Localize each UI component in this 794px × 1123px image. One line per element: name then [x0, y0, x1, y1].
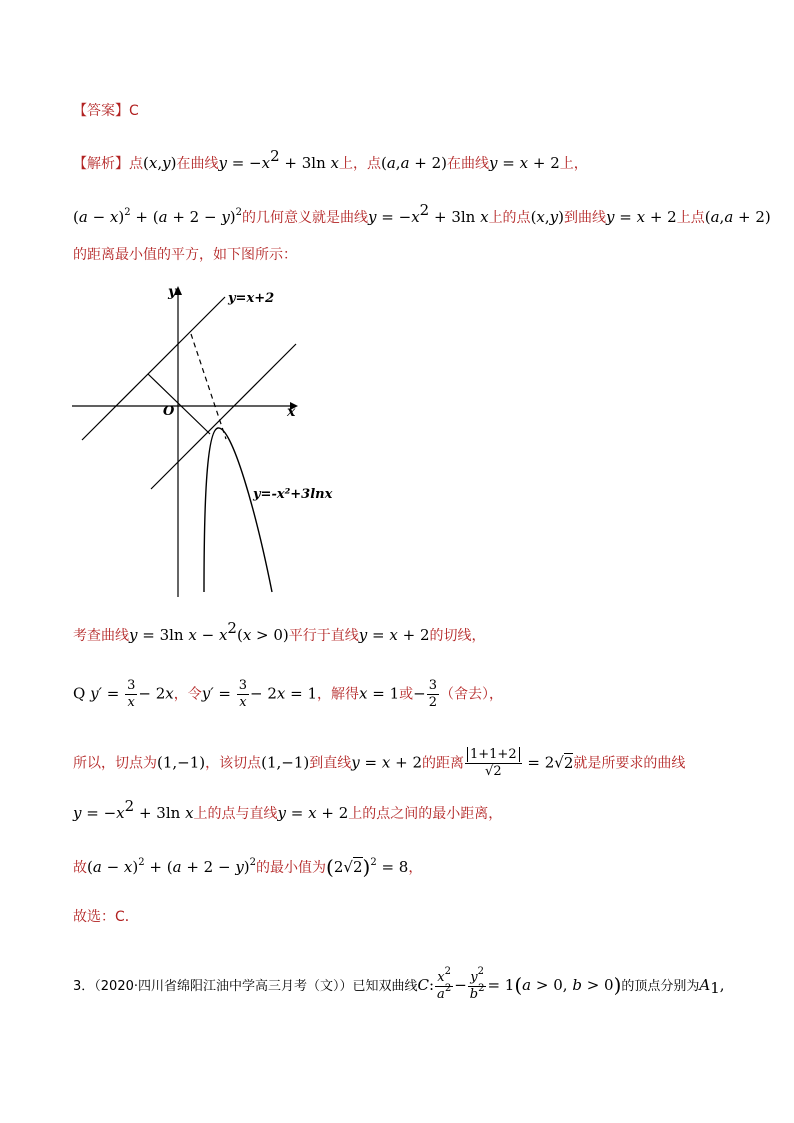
- y-axis-label: y: [168, 284, 177, 300]
- text-frag: 的最小值为: [256, 860, 327, 876]
- text-frag: 点: [129, 156, 143, 172]
- answer-line: [73, 101, 139, 121]
- curve-parabola: [204, 428, 272, 592]
- step-6: [73, 907, 139, 927]
- text-frag: 故: [73, 860, 87, 876]
- text-frag: （舍去），: [440, 686, 503, 703]
- origin-label: O: [163, 404, 175, 419]
- text-frag: ，解得: [317, 686, 360, 703]
- math-line: y: [489, 154, 498, 172]
- x-axis-label: x: [287, 404, 296, 420]
- text-frag: 的距离: [422, 755, 464, 772]
- step-2: Q y′ = $\frac{3}{x}$ − 2x，令y′ = $\frac{3}{x}$ − 2x = 1，解得x = 1或− $\frac{3}{2}$ （舍去），: [73, 678, 503, 710]
- step-3: 所以，切点为(1,−1)，该切点(1,−1)到直线y = x + 2的距离 $\frac{1+1+2}{√2}$ = 2√2就是所要求的曲线: [73, 747, 686, 779]
- next-problem: 3．（2020·四川省绵阳江油中学高三月考（文））已知双曲线C: $\frac{x^2}{a^2}$ − $\frac{y^2}{b^2}$ = 1(a > 0, b > 0)的顶点分别为$A_1$,: [73, 966, 725, 1002]
- line-label: y=x+2: [228, 291, 275, 306]
- text-frag: 就是所要求的曲线: [573, 755, 686, 772]
- analysis-line-1: 【解析】点(x,y)在曲线$y = -x^2 + 3\ln$ x上，点(a,a + 2)在曲线y = x + 2上，: [73, 147, 588, 172]
- text-frag: 或: [399, 686, 414, 703]
- text-frag: ，: [408, 860, 423, 876]
- text-frag: 上，点: [338, 156, 381, 172]
- text-frag: 故选：C．: [73, 909, 139, 925]
- text-frag: 的几何意义就是曲线: [242, 210, 369, 226]
- text-frag: 考查曲线: [73, 628, 129, 644]
- text-frag: 上，: [559, 156, 588, 172]
- text-frag: 在曲线: [447, 156, 490, 172]
- text-frag: ，该切点: [205, 755, 262, 772]
- math-point-a: (a,a + 2): [380, 154, 448, 172]
- text-frag: 上点: [676, 210, 705, 226]
- text-frag: 平行于直线: [288, 628, 359, 644]
- line-y-x-plus-2: [82, 297, 225, 440]
- graph-figure: [60, 282, 333, 602]
- step-4: $y = -x^2 + 3\ln$ x上的点与直线y = x + 2上的点之间的最小距离，: [73, 797, 503, 822]
- text-frag: 到直线: [309, 755, 352, 772]
- perpendicular-segment: [148, 374, 210, 434]
- problem-text: 3．（2020·四川省绵阳江油中学高三月考（文））已知双曲线: [73, 979, 418, 994]
- analysis-label: 【解析】: [73, 156, 129, 172]
- analysis-line-3: [73, 245, 297, 265]
- text-frag: 上的点: [488, 210, 531, 226]
- analysis-line-2: $(a - x)^2 + (a + 2 - y)^2$的几何意义就是曲线$y = -x^2 + 3\ln$ x上的点(x,y)到曲线y = x + 2上点(a,a + 2): [73, 201, 771, 226]
- text-frag: 上的点与直线: [193, 806, 278, 822]
- problem-text: 的顶点分别为: [621, 979, 700, 994]
- text-frag: 到曲线: [564, 210, 607, 226]
- answer-value: C: [129, 103, 139, 119]
- text-frag: 上的点之间的最小距离，: [348, 806, 503, 822]
- text-frag: ，令: [173, 686, 202, 703]
- text-frag: 所以，切点为: [73, 755, 157, 772]
- math-curve: y: [218, 154, 227, 172]
- curve-label: y=-x²+3lnx: [253, 487, 333, 502]
- text-frag: 的切线，: [429, 628, 486, 644]
- math-expression: $(a - x)^2 + (a + 2 - y)^2$: [73, 207, 243, 226]
- step-5: 故$(a - x)^2 + (a + 2 - y)^2$的最小值为$(2√2)^2 = 8$，: [73, 855, 423, 879]
- text-frag: 的距离最小值的平方，如下图所示：: [73, 247, 297, 263]
- math-point-xy: (x,y): [143, 154, 177, 172]
- answer-label: 【答案】: [73, 103, 129, 119]
- step-1: 考查曲线y = 3ln $x - x^2(x > 0)$平行于直线y = x + 2的切线，: [73, 619, 486, 644]
- text-frag: 在曲线: [176, 156, 219, 172]
- dashed-distance: [191, 334, 226, 439]
